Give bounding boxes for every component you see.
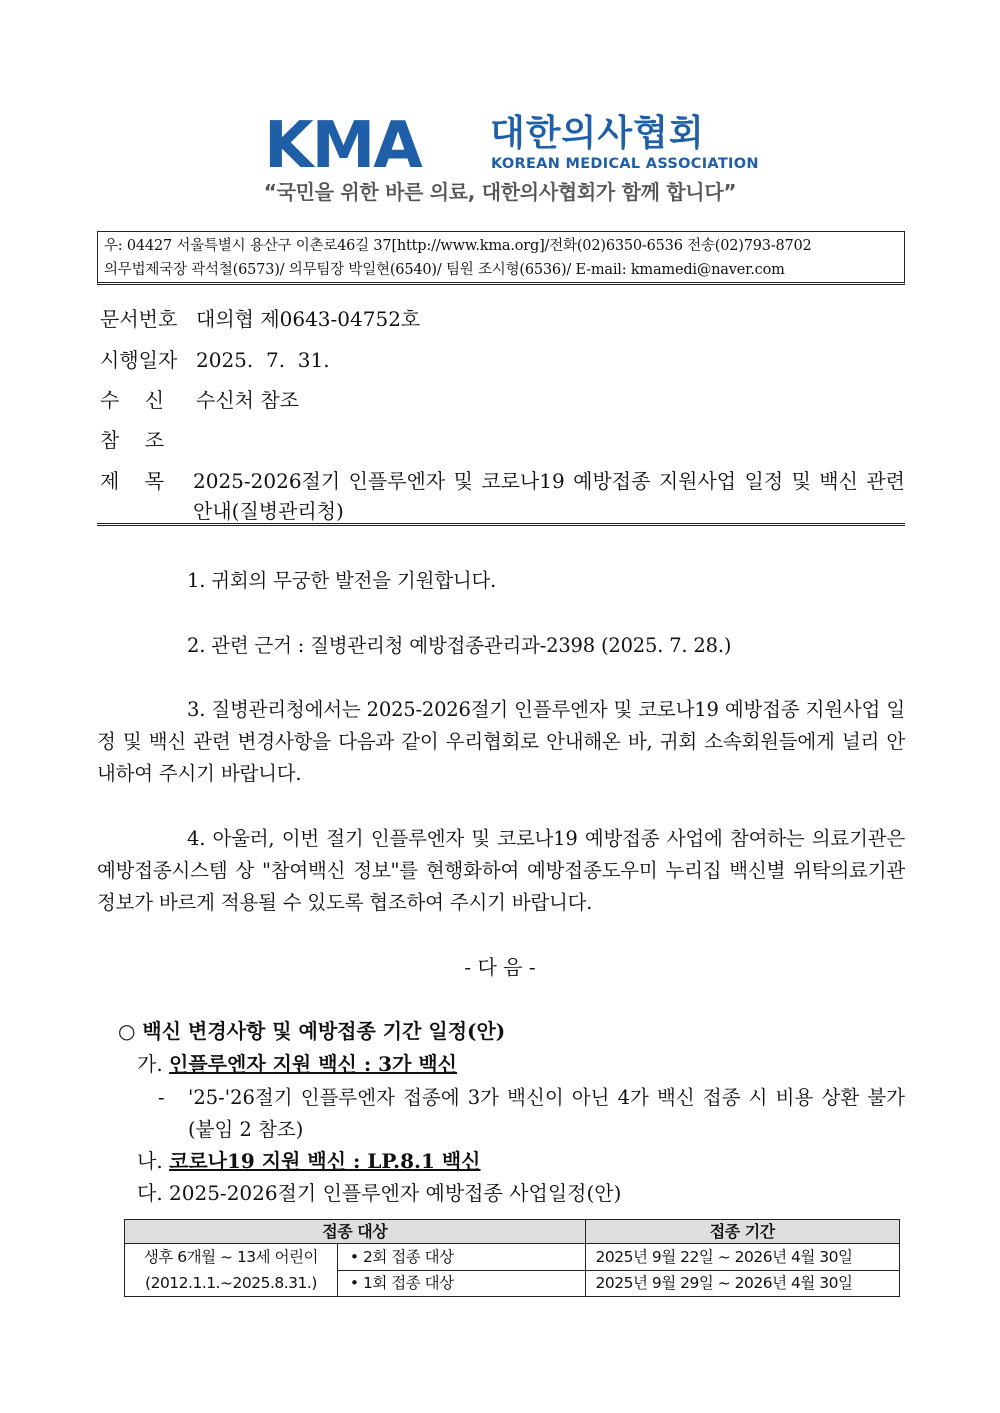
paragraph-3: 3. 질병관리청에서는 2025-2026절기 인플루엔자 및 코로나19 예방접종 지원사업 일정 및 백신 관련 변경사항을 다음과 같이 우리협회로 안내해온 바, 귀회 소속회원들에게 널리 안내하여 주시기 바랍니다. (97, 698, 905, 785)
item-b-prefix: 나. (137, 1149, 163, 1173)
reference-row (100, 425, 196, 455)
table-dose-cell: • 2회 접종 대상 (337, 1244, 585, 1271)
contact-box (97, 231, 905, 285)
table-header-target: 접종 대상 (125, 1220, 586, 1244)
doc-number-label: 문서번호 (100, 307, 178, 331)
target-line-1: 생후 6개월 ~ 13세 어린이 (143, 1248, 318, 1266)
item-a (137, 1049, 457, 1079)
table-target-cell (125, 1244, 338, 1297)
doc-number: 대의협 제0643-04752호 (196, 307, 421, 331)
kma-logo-mark: KMA (264, 109, 421, 183)
subject-label: 제 목 (100, 469, 165, 493)
doc-number-row (100, 304, 420, 334)
paragraph-4: 4. 아울러, 이번 절기 인플루엔자 및 코로나19 예방접종 사업에 참여하는 의료기관은 예방접종시스템 상 "참여백신 정보"를 현행화하여 예방접종도우미 누리집 백신별 위탁의료기관 정보가 바르게 적용될 수 있도록 협조하여 주시기 바랍니다. (97, 827, 905, 914)
schedule-title: ○ 백신 변경사항 및 예방접종 기간 일정(안) (118, 1019, 506, 1043)
org-name-en: KOREAN MEDICAL ASSOCIATION (491, 156, 759, 172)
paragraph-1: 1. 귀회의 무궁한 발전을 기원합니다. (187, 569, 497, 592)
next-heading: - 다 음 - (464, 955, 536, 979)
table-period-cell: 2025년 9월 22일 ~ 2026년 4월 30일 (585, 1244, 900, 1271)
header-divider (97, 523, 905, 526)
date: 2025. 7. 31. (196, 348, 330, 372)
recipient: 수신처 참조 (196, 388, 299, 412)
date-row (100, 345, 330, 375)
contact-line-2: 의무법제국장 곽석철(6573)/ 의무팀장 박일현(6540)/ 팀원 조시형(6536)/ E-mail: kmamedi@naver.com (104, 262, 785, 278)
item-b-text: 코로나19 지원 백신 : LP.8.1 백신 (169, 1149, 481, 1173)
recipient-label: 수 신 (100, 388, 165, 412)
org-name-kr: 대한의사협회 (490, 113, 705, 154)
paragraph-2: 2. 관련 근거 : 질병관리청 예방접종관리과-2398 (2025. 7. 28.) (187, 634, 732, 657)
letterhead (0, 106, 1000, 216)
item-c: 다. 2025-2026절기 인플루엔자 예방접종 사업일정(안) (137, 1181, 622, 1205)
item-a-text: 인플루엔자 지원 백신 : 3가 백신 (169, 1052, 457, 1076)
item-a-detail: '25-'26절기 인플루엔자 접종에 3가 백신이 아닌 4가 백신 접종 시 비용 상환 불가(붙임 2 참조) (188, 1086, 905, 1141)
table-dose-cell: • 1회 접종 대상 (337, 1270, 585, 1297)
schedule-table (124, 1219, 900, 1297)
date-label: 시행일자 (100, 348, 178, 372)
target-line-2: (2012.1.1.~2025.8.31.) (145, 1274, 317, 1292)
table-row (125, 1244, 900, 1271)
item-b (137, 1146, 481, 1176)
table-header-row (125, 1220, 900, 1244)
table-period-cell: 2025년 9월 29일 ~ 2026년 4월 30일 (585, 1270, 900, 1297)
item-a-dash: - (158, 1086, 165, 1109)
table-header-period: 접종 기간 (585, 1220, 900, 1244)
recipient-row (100, 385, 299, 415)
contact-line-1: 우: 04427 서울특별시 용산구 이촌로46길 37[http://www.kma.org]/전화(02)6350-6536 전송(02)793-8702 (104, 238, 812, 254)
item-a-prefix: 가. (137, 1052, 163, 1076)
subject: 2025-2026절기 인플루엔자 및 코로나19 예방접종 지원사업 일정 및 백신 관련 안내(질병관리청) (193, 469, 905, 523)
reference-label: 참 조 (100, 428, 165, 452)
slogan: “국민을 위한 바른 의료, 대한의사협회가 함께 합니다” (263, 180, 737, 204)
